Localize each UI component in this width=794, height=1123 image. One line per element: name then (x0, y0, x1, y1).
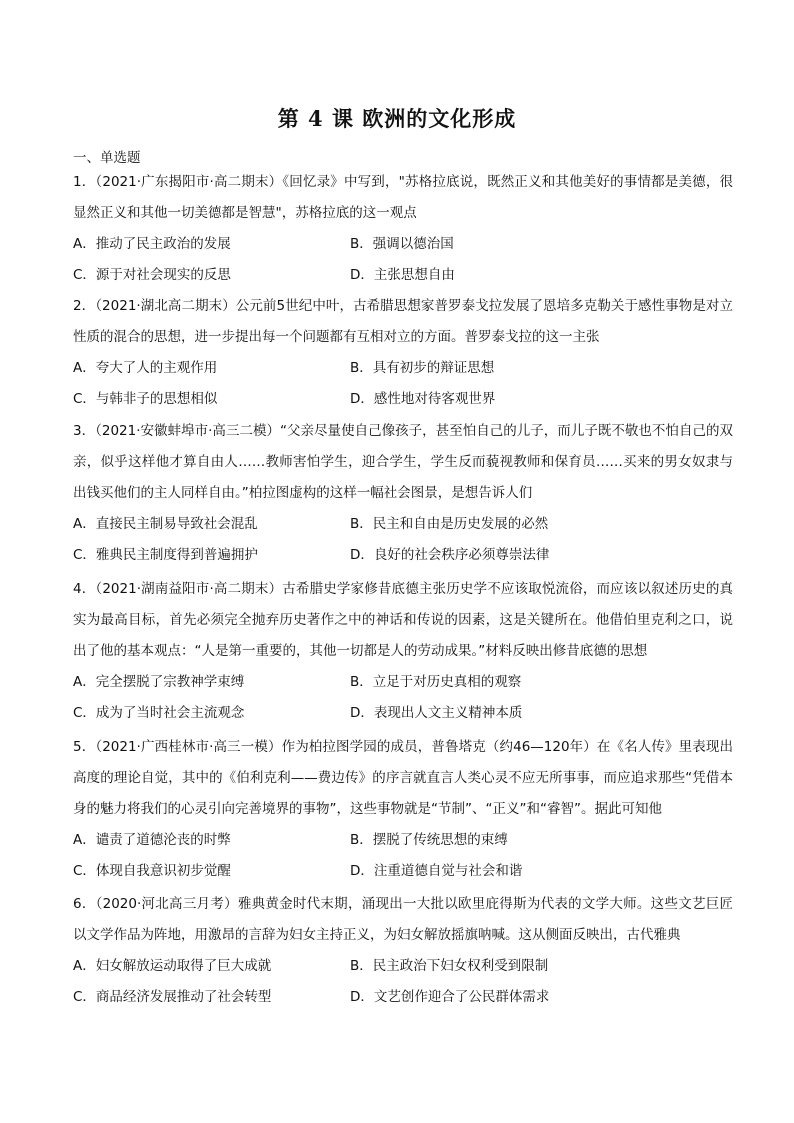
options-grid (73, 353, 733, 415)
option-a: A．直接民主制易导致社会混乱 (73, 516, 258, 532)
options-grid (73, 951, 733, 1013)
option-c: C．雅典民主制度得到普遍拥护 (73, 547, 258, 563)
question-stem: 4．（2021·湖南益阳市·高二期末）古希腊史学家修昔底德主张历史学不应该取悦流俗，而应该以叙述历史的真实为最高目标，首先必须完全抛弃历史著作之中的神话和传说的因素，这是关键所在。他借伯里克利之口，说出了他的基本观点：“人是第一重要的，其他一切都是人的劳动成果。”材料反映出修昔底德的思想 (73, 581, 733, 659)
option-d: D．表现出人文主义精神本质 (350, 705, 523, 721)
option-a: A．妇女解放运动取得了巨大成就 (73, 958, 272, 974)
options-grid (73, 229, 733, 291)
option-d: D．注重道德自觉与社会和谐 (350, 863, 523, 879)
option-b: B．立足于对历史真相的观察 (350, 674, 522, 690)
option-a: A．夸大了人的主观作用 (73, 360, 218, 376)
question-4 (73, 574, 733, 729)
option-b: B．民主和自由是历史发展的必然 (350, 516, 549, 532)
option-c: C．商品经济发展推动了社会转型 (73, 989, 272, 1005)
section-heading: 一、单选题 (73, 150, 141, 166)
option-b: B．强调以德治国 (350, 236, 454, 252)
question-3 (73, 416, 733, 571)
option-d: D．文艺创作迎合了公民群体需求 (350, 989, 550, 1005)
option-d: D．良好的社会秩序必须尊崇法律 (350, 547, 550, 563)
option-c: C．源于对社会现实的反思 (73, 267, 231, 283)
question-stem: 5．（2021·广西桂林市·高三一模）作为柏拉图学园的成员，普鲁塔克（约46—120年）在《名人传》里表现出高度的理论自觉，其中的《伯利克利——费边传》的序言就直言人类心灵不应无所事事，而应追求那些“凭借本身的魅力将我们的心灵引向完善境界的事物”，这些事物就是“节制”、“正义”和“睿智”。据此可知他 (73, 739, 733, 817)
question-stem: 3．（2021·安徽蚌埠市·高三二模）“父亲尽量使自己像孩子，甚至怕自己的儿子，而儿子既不敬也不怕自己的双亲，似乎这样他才算自由人……教师害怕学生，迎合学生，学生反而藐视教师和保育员……买来的男女奴隶与出钱买他们的主人同样自由。”柏拉图虚构的这样一幅社会图景，是想告诉人们 (73, 423, 733, 501)
page-title: 第 4 课 欧洲的文化形成 (277, 106, 517, 131)
option-d: D．主张思想自由 (350, 267, 455, 283)
option-a: A．谴责了道德沦丧的时弊 (73, 832, 231, 848)
option-a: A．完全摆脱了宗教神学束缚 (73, 674, 245, 690)
option-c: C．成为了当时社会主流观念 (73, 705, 245, 721)
option-b: B．摆脱了传统思想的束缚 (350, 832, 508, 848)
option-c: C．与韩非子的思想相似 (73, 391, 218, 407)
option-c: C．体现自我意识初步觉醒 (73, 863, 231, 879)
option-b: B．具有初步的辩证思想 (350, 360, 495, 376)
question-6 (73, 889, 733, 1013)
question-stem: 2．（2021·湖北高二期末）公元前5世纪中叶，古希腊思想家普罗泰戈拉发展了恩培多克勒关于感性事物是对立性质的混合的思想，进一步提出每一个问题都有互相对立的方面。普罗泰戈拉的这一主张 (73, 298, 733, 345)
option-b: B．民主政治下妇女权利受到限制 (350, 958, 549, 974)
question-stem: 1．（2021·广东揭阳市·高二期末）《回忆录》中写到，"苏格拉底说，既然正义和其他美好的事情都是美德，很显然正义和其他一切美德都是智慧"，苏格拉底的这一观点 (73, 174, 733, 221)
question-stem: 6．（2020·河北高三月考）雅典黄金时代末期，涌现出一大批以欧里庇得斯为代表的文学大师。这些文艺巨匠以文学作品为阵地，用激昂的言辞为妇女主持正义，为妇女解放摇旗呐喊。这从侧面反映出，古代雅典 (73, 896, 733, 943)
question-2 (73, 291, 733, 415)
options-grid (73, 509, 733, 571)
options-grid (73, 667, 733, 729)
option-d: D．感性地对待客观世界 (350, 391, 496, 407)
question-5 (73, 732, 733, 887)
option-a: A．推动了民主政治的发展 (73, 236, 231, 252)
options-grid (73, 825, 733, 887)
question-1 (73, 167, 733, 291)
